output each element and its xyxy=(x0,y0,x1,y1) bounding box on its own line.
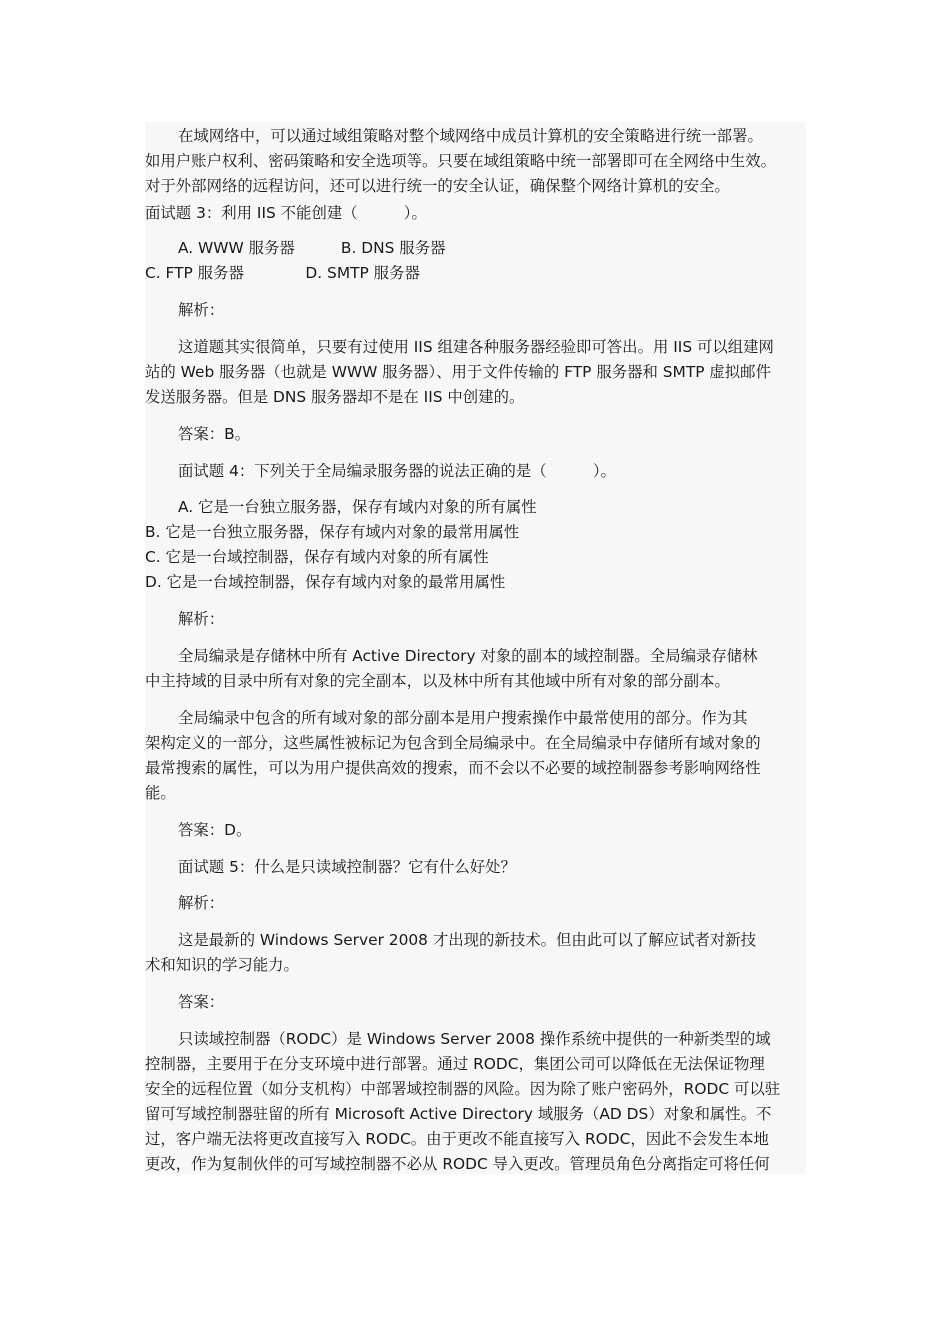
paragraph-line: 安全的远程位置（如分支机构）中部署域控制器的风险。因为除了账户密码外，RODC 可以驻 xyxy=(145,1080,781,1098)
paragraph-line: 发送服务器。但是 DNS 服务器却不是在 IIS 中创建的。 xyxy=(145,388,525,406)
paragraph-line: 对于外部网络的远程访问，还可以进行统一的安全认证，确保整个网络计算机的安全。 xyxy=(145,177,730,195)
option-line: B. 它是一台独立服务器，保存有域内对象的最常用属性 xyxy=(145,523,520,541)
question-heading: 面试题 3：利用 IIS 不能创建（ ）。 xyxy=(145,204,427,222)
option-line: C. 它是一台域控制器，保存有域内对象的所有属性 xyxy=(145,548,489,566)
answer-label: 答案： xyxy=(178,993,225,1011)
paragraph-line: 最常搜索的属性，可以为用户提供高效的搜索，而不会以不必要的域控制器参考影响网络性 xyxy=(145,759,761,777)
paragraph-line: 架构定义的一部分，这些属性被标记为包含到全局编录中。在全局编录中存储所有域对象的 xyxy=(145,734,761,752)
paragraph-line: 术和知识的学习能力。 xyxy=(145,956,299,974)
option-line: A. 它是一台独立服务器，保存有域内对象的所有属性 xyxy=(178,498,537,516)
option-line: A. WWW 服务器 B. DNS 服务器 xyxy=(178,239,446,257)
paragraph-line: 在域网络中，可以通过域组策略对整个域网络中成员计算机的安全策略进行统一部署。 xyxy=(178,127,763,145)
paragraph-line: 能。 xyxy=(145,784,176,802)
paragraph-line: 全局编录中包含的所有域对象的部分副本是用户搜索操作中最常使用的部分。作为其 xyxy=(178,709,748,727)
paragraph-line: 过，客户端无法将更改直接写入 RODC。由于更改不能直接写入 RODC，因此不会发生本地 xyxy=(145,1130,769,1148)
paragraph-line: 更改，作为复制伙伴的可写域控制器不必从 RODC 导入更改。管理员角色分离指定可将任何 xyxy=(145,1155,770,1173)
question-heading: 面试题 4：下列关于全局编录服务器的说法正确的是（ ）。 xyxy=(178,462,616,480)
analysis-label: 解析： xyxy=(178,610,225,628)
paragraph-line: 如用户账户权利、密码策略和安全选项等。只要在域组策略中统一部署即可在全网络中生效。 xyxy=(145,152,777,170)
answer-line: 答案：B。 xyxy=(178,425,251,443)
paragraph-line: 这道题其实很简单，只要有过使用 IIS 组建各种服务器经验即可答出。用 IIS 可以组建网 xyxy=(178,338,774,356)
paragraph-line: 全局编录是存储林中所有 Active Directory 对象的副本的域控制器。全局编录存储林 xyxy=(178,647,758,665)
analysis-label: 解析： xyxy=(178,301,225,319)
paragraph-line: 留可写域控制器驻留的所有 Microsoft Active Directory 域服务（AD DS）对象和属性。不 xyxy=(145,1105,772,1123)
analysis-label: 解析： xyxy=(178,894,225,912)
paragraph-line: 中主持域的目录中所有对象的完全副本，以及林中所有其他域中所有对象的部分副本。 xyxy=(145,672,730,690)
paragraph-line: 只读域控制器（RODC）是 Windows Server 2008 操作系统中提供的一种新类型的域 xyxy=(178,1030,771,1048)
document-body xyxy=(145,122,806,1174)
option-line: C. FTP 服务器 D. SMTP 服务器 xyxy=(145,264,420,282)
option-line: D. 它是一台域控制器，保存有域内对象的最常用属性 xyxy=(145,573,506,591)
question-heading: 面试题 5：什么是只读域控制器？它有什么好处？ xyxy=(178,858,516,876)
paragraph-line: 这是最新的 Windows Server 2008 才出现的新技术。但由此可以了解应试者对新技 xyxy=(178,931,757,949)
paragraph-line: 站的 Web 服务器（也就是 WWW 服务器）、用于文件传输的 FTP 服务器和 SMTP 虚拟邮件 xyxy=(145,363,771,381)
answer-line: 答案：D。 xyxy=(178,821,252,839)
paragraph-line: 控制器，主要用于在分支环境中进行部署。通过 RODC，集团公司可以降低在无法保证物理 xyxy=(145,1055,765,1073)
